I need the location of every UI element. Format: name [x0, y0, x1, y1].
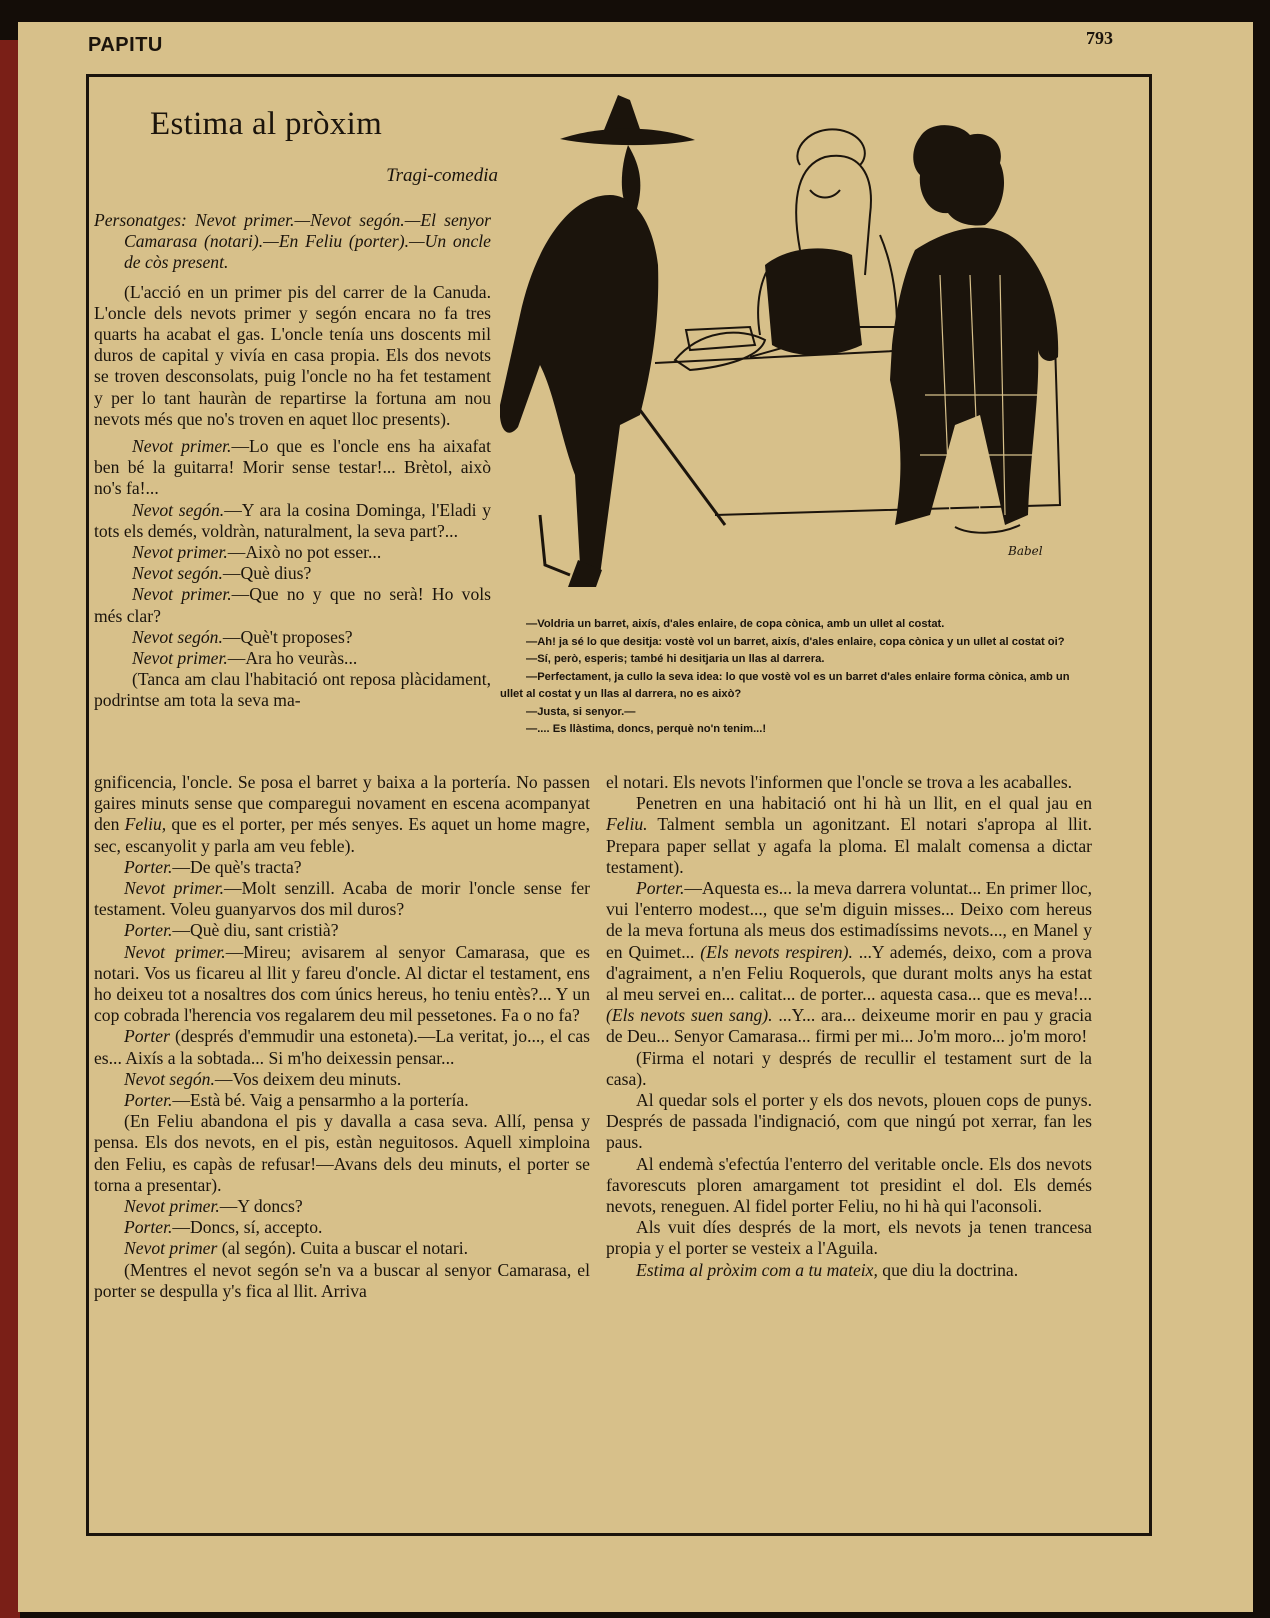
text-column-upper-left [94, 210, 491, 712]
dialogue-line: Nevot primer.—Y doncs? [124, 1196, 303, 1217]
stage-direction: Al quedar sols el porter y els dos nevots, plouen cops de punys. Després de passada l'indignació, com que ningú pot xerrar, fan les paus. [606, 1090, 1092, 1153]
dialogue-line: Porter.—Què diu, sant cristià? [124, 920, 339, 941]
article-subtitle: Tragi-comedia [386, 165, 498, 186]
dialogue-line: Nevot primer.—Lo que es l'oncle ens ha aixafat ben bé la guitarra! Morir sense testar!... Brètol, això no's fa!... [94, 436, 491, 499]
stage-direction: el notari. Els nevots l'informen que l'oncle se trova a les acaballes. [606, 772, 1073, 792]
text-column-lower-left: gnificencia, l'oncle. Se posa el barret y baixa a la portería. No passen gaires minuts sense que comparegui novament en escena acompanyat den Feliu, que es el porter, per més senyes. Es aquet un home magre, sec, escanyolit y parla am veu feble). Porter.—De què's tracta? Nevot primer.—Molt senzill. Acaba de morir l'oncle sense fer testament. Voleu guanyarvos dos mil duros? Porter.—Què diu, sant cristià? Nevot primer.—Mireu; avisarem al senyor Camarasa, que es notari. Vos us ficareu al llit y fareu d'oncle. Al dictar el testament, ens ho deixeu tot a nosaltres dos com únics hereus, ho teniu entès?... Y un cop cobrada l'herencia vos regalarem deu mil pessetones. Fa o no fa? Porter (després d'emmudir una estoneta).—La veritat, jo..., el cas es... Aixís a la sobtada... Si m'ho deixessin pensar... Nevot segón.—Vos deixem deu minuts. Porter.—Està bé. Vaig a pensarmho a la portería. (En Feliu abandona el pis y davalla a casa seva. Allí, pensa y pensa. Els dos nevots, en el pis, estàn neguitosos. Aquell ximploina den Feliu, es capàs de refusar!—Avans dels deu minuts, el porter se torna a presentar). Nevot primer.—Y doncs? Porter.—Doncs, sí, accepto. Nevot primer (al segón). Cuita a buscar el notari. (Mentres el nevot segón se'n va a buscar al senyor Camarasa, el porter se despulla y's fica al llit. Arriva [94, 772, 590, 1301]
dialogue-line: Porter.—Doncs, sí, accepto. [124, 1217, 323, 1238]
dialogue-line: Nevot primer.—Mireu; avisarem al senyor Camarasa, que es notari. Vos us ficareu al llit y fareu d'oncle. Al dictar el testament, ens ho deixeu tot a nosaltres dos com únics hereus, ho teniu entès?... Y un cop cobrada l'herencia vos regalarem deu mil pessetones. Fa o no fa? [94, 941, 590, 1026]
text-column-right [606, 772, 1092, 1281]
dialogue-line: Porter.—Aquesta es... la meva darrera voluntat... En primer lloc, vui l'enterro modest..., que se'm diguin misses... Deixo com hereus de la meva fortuna als meus dos estimadíssims nevots..., en Manel y en Quimet... (Els nevots respiren). ...Y ademés, deixo, com a prova d'agraiment, a n'en Feliu Roquerols, que durant molts anys ha estat al meu servei en... calitat... de porter... aquesta casa... que es meva!... (Els nevots suen sang). ...Y... ara... deixeume morir en pau y gracia de Deu... Senyor Camarasa... firmi per mi... Jo'm moro... jo'm moro! [606, 878, 1092, 1047]
dialogue-line: Porter.—Està bé. Vaig a pensarmho a la portería. [124, 1090, 469, 1111]
dialogue-line: Nevot primer.—Que no y que no serà! Ho vols més clar? [94, 584, 491, 626]
artist-signature: Babel [1008, 544, 1043, 558]
stage-direction: Al endemà s'efectúa l'enterro del veritable oncle. Els dos nevots favorescuts ploren amargament tot presidint el dol. Els demés nevots, reneguen. Al fidel porter Feliu, no hi hà qui l'aconsoli. [606, 1153, 1092, 1217]
illustration-caption [500, 616, 1090, 739]
caption-line: —.... Es llàstima, doncs, perquè no'n tenim...! [526, 723, 767, 735]
dialogue-line: Porter.—De què's tracta? [124, 856, 302, 877]
closing-line: Estima al pròxim com a tu mateix, que diu la doctrina. [636, 1259, 1019, 1280]
dialogue-line: Nevot segón.—Y ara la cosina Dominga, l'Eladi y tots els demés, voldràn, naturalment, la seva part?... [94, 499, 491, 541]
caption-line: —Ah! ja sé lo que desitja: vostè vol un barret, aixís, d'ales enlaire, copa cònica y un ullet al costat oi? [526, 635, 1065, 648]
dialogue-line: Nevot primer.—Molt senzill. Acaba de morir l'oncle sense fer testament. Voleu guanyarvos dos mil duros? [94, 878, 590, 920]
stage-direction: Penetren en una habitació ont hi hà un llit, en el qual jau en Feliu. Talment sembla un agonitzant. El notari s'apropa al llit. Prepara paper sellat y agafa la ploma. El malalt comensa a dictar testament). [606, 793, 1092, 877]
stage-direction: (Mentres el nevot segón se'n va a buscar al senyor Camarasa, el porter se despulla y's fica al llit. Arriva [94, 1259, 590, 1301]
cast-list: Personatges: Nevot primer.—Nevot segón.—El senyor Camarasa (notari).—En Feliu (porter).—Un oncle de còs present. [94, 210, 491, 273]
cartoon-illustration [500, 95, 1100, 605]
stage-direction: Als vuit díes després de la mort, els nevots ja tenen trancesa propia y el porter se vesteix a l'Aguila. [606, 1217, 1092, 1259]
dialogue-line: Nevot primer.—Ara ho veuràs... [132, 648, 358, 669]
stage-direction: (En Feliu abandona el pis y davalla a casa seva. Allí, pensa y pensa. Els dos nevots, en el pis, estàn neguitosos. Aquell ximploina den Feliu, es capàs de refusar!—Avans dels deu minuts, el porter se torna a presentar). [94, 1111, 590, 1195]
caption-line: —Voldria un barret, aixís, d'ales enlaire, de copa cònica, amb un ullet al costat. [526, 618, 945, 630]
stage-direction: (Tanca am clau l'habitació ont reposa plàcidament, podrintse am tota la seva ma- [94, 669, 491, 711]
publication-name: PAPITU [88, 34, 163, 56]
binding-edge [0, 40, 20, 1618]
dialogue-line: Nevot segón.—Què dius? [132, 563, 312, 584]
caption-line: —Sí, però, esperis; també hi desitjaria un llas al darrera. [526, 653, 825, 665]
dialogue-line: Nevot segón.—Vos deixem deu minuts. [124, 1068, 402, 1089]
stage-direction: (L'acció en un primer pis del carrer de la Canuda. L'oncle dels nevots primer y segón encara no fa tres quarts ha acabat el gas. L'oncle tenía uns doscents mil duros de capital y vivía en casa propia. Els dos nevots se troven desconsolats, puig l'oncle no ha fet testament y per lo tant hauràn de repartirse la fortuna am nou nevots més que no's troven en aquet lloc presents). [94, 281, 491, 429]
page-number: 793 [1086, 28, 1113, 48]
caption-line: —Justa, si senyor.— [526, 705, 636, 718]
caption-line: —Perfectament, ja cullo la seva idea: lo que vostè vol es un barret d'ales enlaire forma cònica, amb un ullet al costat y un llas al darrera, no es això? [500, 670, 1070, 700]
stage-direction: (Firma el notari y després de recullir el testament surt de la casa). [606, 1047, 1092, 1089]
article-title: Estima al pròxim [150, 106, 383, 142]
dialogue-line: Nevot segón.—Què't proposes? [132, 626, 353, 647]
dialogue-line: Porter (després d'emmudir una estoneta).—La veritat, jo..., el cas es... Aixís a la sobtada... Si m'ho deixessin pensar... [94, 1026, 590, 1068]
dialogue-line: Nevot primer (al segón). Cuita a buscar el notari. [124, 1238, 468, 1259]
dialogue-line: Nevot primer.—Això no pot esser... [132, 542, 382, 563]
